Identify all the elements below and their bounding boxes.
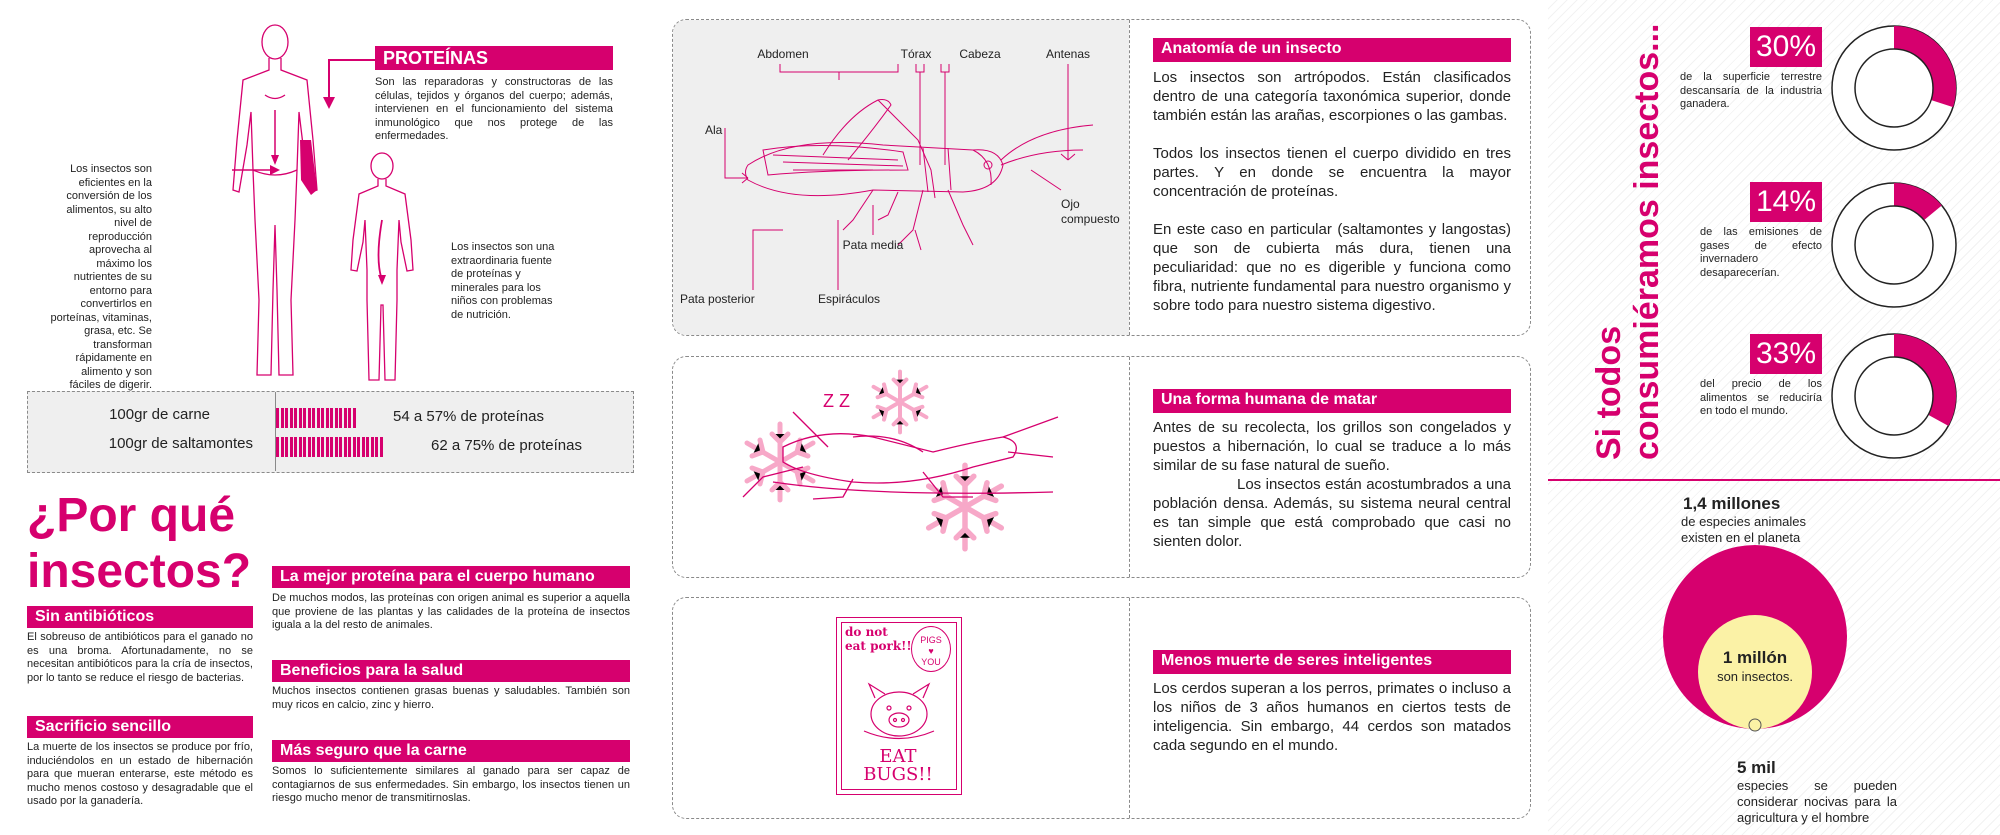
stat-text: de las emisiones de gases de efecto invernadero desaparecerían. xyxy=(1700,226,1822,279)
poster-line2: eat pork!! xyxy=(845,639,912,653)
if-all-title xyxy=(1590,24,1666,461)
protein-comparison xyxy=(27,391,634,473)
anatomy-p2: Todos los insectos tienen el cuerpo dividido en tres partes. Y en donde se encuentra la mayor concentración de proteínas. xyxy=(1153,145,1511,200)
anatomy-heading: Anatomía de un insecto xyxy=(1153,38,1511,62)
pig-poster xyxy=(836,617,962,795)
box-divider xyxy=(1129,357,1130,577)
bar-segment xyxy=(285,437,288,457)
total-species-text: de especies animales existen en el planeta xyxy=(1681,514,1807,545)
label-pata-posterior: Pata posterior xyxy=(680,292,755,306)
why-title-line2: insectos? xyxy=(27,545,252,598)
grasshopper-anatomy-illustration xyxy=(673,20,1129,335)
bar-segment xyxy=(326,437,329,457)
donut-chart xyxy=(1831,25,1957,151)
label-espiraculos: Espiráculos xyxy=(818,292,881,306)
bar-segment xyxy=(380,437,383,457)
stat-text: del precio de los alimentos se reduciría en todo el mundo. xyxy=(1700,378,1822,417)
pig-icon xyxy=(859,676,939,746)
bar-segment xyxy=(308,408,311,428)
fewer-deaths-box xyxy=(672,597,1531,819)
frozen-cricket-illustration xyxy=(673,357,1129,577)
poster-heart-word2: YOU xyxy=(921,657,941,667)
adult-body-illustration xyxy=(225,20,325,385)
bar-segment xyxy=(375,437,378,457)
comparison-label: 100gr de carne xyxy=(109,406,210,423)
section-text: Muchos insectos contienen grasas buenas y saludables. También son muy ricos en calcio, zinc y hierro. xyxy=(272,685,630,711)
comparison-label: 100gr de saltamontes xyxy=(108,435,253,452)
label-ala: Ala xyxy=(705,123,723,137)
anatomy-p3: En este caso en particular (saltamontes y langostas) que son de cubierta más dura, tienen una peculiaridad: que no es digerible y funciona como fibra, nutriente fundamental para nuestro organismo y sobre todo para nuestro sistema digestivo. xyxy=(1153,221,1511,314)
bar-segment xyxy=(348,437,351,457)
sleep-z: Z Z xyxy=(823,391,850,411)
box-divider xyxy=(1129,598,1130,818)
bar-segment xyxy=(339,408,342,428)
bar-segment xyxy=(321,437,324,457)
bar-segment xyxy=(366,437,369,457)
poster-heart-bubble xyxy=(911,626,951,672)
label-torax: Tórax xyxy=(900,47,932,61)
bar-segment xyxy=(326,408,329,428)
section-heading: Beneficios para la salud xyxy=(272,660,630,682)
bar-segment xyxy=(281,408,284,428)
bar-segment xyxy=(362,437,365,457)
bar-segment xyxy=(312,408,315,428)
bar-segment xyxy=(344,437,347,457)
label-ojo: Ojo xyxy=(1061,197,1080,211)
bar-segment xyxy=(321,408,324,428)
bar-segment xyxy=(335,437,338,457)
donut-chart xyxy=(1831,182,1957,308)
pests-text: especies se pueden considerar nocivas para la agricultura y el hombre xyxy=(1737,778,1897,825)
section-text: De muchos modos, las proteínas con origen animal es superior a aquella que proviene de las plantas y las calidades de la proteína de insectos iguala a la del resto de animales. xyxy=(272,592,630,631)
label-antenas: Antenas xyxy=(1045,47,1091,61)
donut-chart xyxy=(1831,333,1957,459)
protein-bar xyxy=(276,437,384,457)
fewer-text: Los cerdos superan a los perros, primates o incluso a los niños de 3 años humanos en ciertos tests de inteligencia. Sin embargo, 44 cerdos son matados cada segundo en el mundo. xyxy=(1153,680,1511,754)
total-species-number: 1,4 millones xyxy=(1683,494,1781,513)
bar-segment xyxy=(281,437,284,457)
comparison-divider xyxy=(275,392,276,471)
snowflake-icon xyxy=(929,465,1002,549)
comparison-value: 62 a 75% de proteínas xyxy=(431,437,582,454)
bar-segment xyxy=(299,437,302,457)
bar-segment xyxy=(330,408,333,428)
humane-box xyxy=(672,356,1531,578)
section-heading: Más seguro que la carne xyxy=(272,740,630,762)
if-all-title-line1: Si todos xyxy=(1590,325,1628,460)
child-body-illustration xyxy=(345,150,420,385)
bar-segment xyxy=(294,408,297,428)
bar-segment xyxy=(285,408,288,428)
stat-percent-badge: 30% xyxy=(1750,27,1822,67)
label-compuesto: compuesto xyxy=(1061,212,1120,226)
anatomy-p1: Los insectos son artrópodos. Están clasificados dentro de una categoría taxonómica superior, donde también están las arañas, escorpiones o las gambas. xyxy=(1153,69,1511,124)
snowflake-icon xyxy=(874,372,927,433)
section-text: La muerte de los insectos se produce por frío, induciéndolos en un estado de hibernación para que mueran enterarse, este método es mucho menos costoso y desagradable que el usado por la ganadería. xyxy=(27,741,253,807)
bar-segment xyxy=(330,437,333,457)
why-title xyxy=(27,488,251,600)
bar-segment xyxy=(335,408,338,428)
section-rule xyxy=(1548,479,2000,481)
comparison-value: 54 a 57% de proteínas xyxy=(393,408,544,425)
section-heading: Sin antibióticos xyxy=(27,606,253,628)
if-all-title-line2: consumiéramos insectos... xyxy=(1628,23,1666,460)
arrow-icon xyxy=(232,160,282,180)
bar-segment xyxy=(348,408,351,428)
pests-number: 5 mil xyxy=(1737,758,1776,777)
bar-segment xyxy=(353,408,356,428)
poster-text-top xyxy=(845,625,912,653)
bar-segment xyxy=(276,437,279,457)
fewer-heading: Menos muerte de seres inteligentes xyxy=(1153,650,1511,674)
snowflake-icon xyxy=(747,424,813,500)
humane-p1: Antes de su recolecta, los grillos son congelados y puestos a hibernación, lo cual se traduce a lo más similar de su fase natural de sueño. xyxy=(1153,419,1511,474)
stat-percent-badge: 33% xyxy=(1750,334,1822,374)
anatomy-text xyxy=(1153,68,1511,315)
anatomy-box xyxy=(672,19,1531,336)
box-divider xyxy=(1129,20,1130,335)
bar-segment xyxy=(290,437,293,457)
stat-percent-badge: 14% xyxy=(1750,182,1822,222)
bar-segment xyxy=(317,408,320,428)
bar-segment xyxy=(317,437,320,457)
bar-segment xyxy=(353,437,356,457)
section-heading: Sacrificio sencillo xyxy=(27,716,253,738)
bar-segment xyxy=(339,437,342,457)
bar-segment xyxy=(344,408,347,428)
poster-bottom2: BUGS!! xyxy=(863,764,933,785)
bar-segment xyxy=(294,437,297,457)
section-text: Somos lo suficientemente similares al ganado para ser capaz de contagiarnos de sus enfermedades. Sin embargo, los insectos tienen un riesgo mucho menor de transmitirnoslas. xyxy=(272,765,630,804)
label-cabeza: Cabeza xyxy=(959,47,1001,61)
insects-number: 1 millón xyxy=(1722,648,1788,667)
label-abdomen: Abdomen xyxy=(757,47,809,61)
section-heading: La mejor proteína para el cuerpo humano xyxy=(272,566,630,588)
proteins-left-note: Los insectos son eficientes en la conversión de los alimentos, su alto nivel de reproducción aprovecha al máximo los nutrientes de su entorno para convertirlos en porteínas, vitaminas, grasa, etc. Se transforman rápidamente en alimento y son fáciles de digerir. xyxy=(50,163,152,391)
heart-icon: ♥ xyxy=(928,646,934,656)
bar-segment xyxy=(303,408,306,428)
bar-segment xyxy=(303,437,306,457)
bar-segment xyxy=(299,408,302,428)
bar-segment xyxy=(276,408,279,428)
poster-bottom1: EAT xyxy=(879,746,917,767)
proteins-title: PROTEÍNAS xyxy=(375,46,613,70)
poster-text-bottom xyxy=(837,748,959,784)
species-circles xyxy=(1655,545,1855,735)
poster-heart-word: PIGS xyxy=(920,635,942,645)
humane-heading: Una forma humana de matar xyxy=(1153,389,1511,413)
bar-segment xyxy=(357,437,360,457)
insects-text: son insectos. xyxy=(1717,669,1793,684)
poster-line1: do not xyxy=(845,625,888,639)
bar-segment xyxy=(371,437,374,457)
bar-segment xyxy=(290,408,293,428)
pest-species-circle xyxy=(1749,719,1761,731)
label-pata-media: Pata media xyxy=(842,238,904,252)
stat-text: de la superficie terrestre descansaría de la industria ganadera. xyxy=(1680,71,1822,110)
bar-segment xyxy=(308,437,311,457)
proteins-text: Son las reparadoras y constructoras de las células, tejidos y órganos del cuerpo; además, intervienen en el funcionamiento del sistema inmunológico que nos protege de las enfermedades. xyxy=(375,76,613,142)
humane-p2: Los insectos están acostumbrados a una población densa. Además, su sistema neural central es tan simple que está comprobado que casi no sienten dolor. xyxy=(1153,476,1511,550)
why-title-line1: ¿Por qué xyxy=(27,489,236,542)
proteins-right-note: Los insectos son una extraordinaria fuente de proteínas y minerales para los niños con problemas de nutrición. xyxy=(451,241,555,321)
bar-segment xyxy=(312,437,315,457)
protein-bar xyxy=(276,408,357,428)
section-text: El sobreuso de antibióticos para el ganado no es una broma. Afortunadamente, no se necesitan antibióticos para la cría de insectos, por lo tanto se reduce el riesgo de bacterias. xyxy=(27,631,253,684)
